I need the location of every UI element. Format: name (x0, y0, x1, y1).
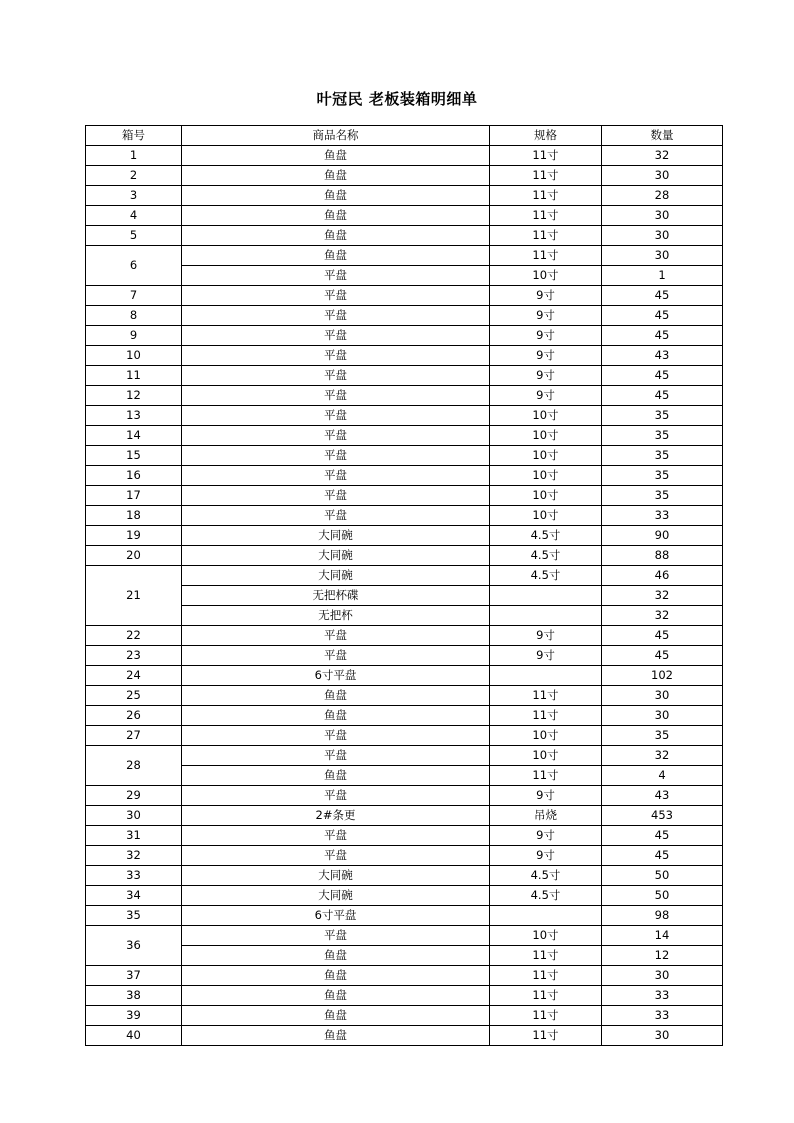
product-name-cell: 平盘 (182, 926, 490, 946)
quantity-cell: 14 (602, 926, 723, 946)
table-row (86, 206, 723, 226)
packing-list-table (85, 125, 723, 1046)
spec-cell: 4.5寸 (490, 566, 602, 586)
table-row (86, 366, 723, 386)
table-row (86, 746, 723, 766)
box-number-cell: 18 (86, 506, 182, 526)
spec-cell: 4.5寸 (490, 866, 602, 886)
table-row (86, 986, 723, 1006)
table-row (86, 466, 723, 486)
quantity-cell: 28 (602, 186, 723, 206)
product-name-cell: 鱼盘 (182, 186, 490, 206)
spec-cell (490, 906, 602, 926)
spec-cell: 10寸 (490, 466, 602, 486)
product-name-cell: 6寸平盘 (182, 666, 490, 686)
spec-cell: 11寸 (490, 186, 602, 206)
quantity-cell: 30 (602, 1026, 723, 1046)
table-row (86, 726, 723, 746)
product-name-cell: 鱼盘 (182, 1006, 490, 1026)
product-name-cell: 平盘 (182, 346, 490, 366)
box-number-cell: 16 (86, 466, 182, 486)
box-number-cell: 29 (86, 786, 182, 806)
table-body (86, 146, 723, 1046)
quantity-cell: 4 (602, 766, 723, 786)
box-number-cell: 34 (86, 886, 182, 906)
quantity-cell: 35 (602, 726, 723, 746)
product-name-cell: 2#条更 (182, 806, 490, 826)
box-number-cell: 5 (86, 226, 182, 246)
product-name-cell: 平盘 (182, 266, 490, 286)
product-name-cell: 鱼盘 (182, 986, 490, 1006)
table-row (86, 666, 723, 686)
quantity-cell: 43 (602, 786, 723, 806)
header-spec: 规格 (490, 126, 602, 146)
product-name-cell: 平盘 (182, 846, 490, 866)
spec-cell: 11寸 (490, 1026, 602, 1046)
table-row (86, 506, 723, 526)
product-name-cell: 鱼盘 (182, 226, 490, 246)
spec-cell: 9寸 (490, 366, 602, 386)
box-number-cell: 9 (86, 326, 182, 346)
box-number-cell: 24 (86, 666, 182, 686)
header-quantity: 数量 (602, 126, 723, 146)
table-row (86, 946, 723, 966)
table-row (86, 846, 723, 866)
product-name-cell: 平盘 (182, 486, 490, 506)
spec-cell: 11寸 (490, 766, 602, 786)
quantity-cell: 90 (602, 526, 723, 546)
table-row (86, 526, 723, 546)
quantity-cell: 98 (602, 906, 723, 926)
spec-cell (490, 606, 602, 626)
quantity-cell: 45 (602, 286, 723, 306)
product-name-cell: 平盘 (182, 726, 490, 746)
table-row (86, 326, 723, 346)
table-row (86, 706, 723, 726)
table-row (86, 146, 723, 166)
quantity-cell: 35 (602, 406, 723, 426)
product-name-cell: 平盘 (182, 426, 490, 446)
product-name-cell: 平盘 (182, 326, 490, 346)
quantity-cell: 30 (602, 706, 723, 726)
quantity-cell: 50 (602, 866, 723, 886)
table-row (86, 286, 723, 306)
product-name-cell: 大同碗 (182, 886, 490, 906)
table-row (86, 686, 723, 706)
box-number-cell: 15 (86, 446, 182, 466)
quantity-cell: 30 (602, 246, 723, 266)
page-title: 叶冠民 老板装箱明细单 (316, 90, 478, 108)
quantity-cell: 45 (602, 306, 723, 326)
spec-cell: 11寸 (490, 986, 602, 1006)
box-number-cell: 37 (86, 966, 182, 986)
spec-cell: 11寸 (490, 206, 602, 226)
table-row (86, 426, 723, 446)
table-row (86, 566, 723, 586)
quantity-cell: 30 (602, 206, 723, 226)
spec-cell (490, 586, 602, 606)
product-name-cell: 无把杯碟 (182, 586, 490, 606)
table-row (86, 306, 723, 326)
spec-cell: 11寸 (490, 226, 602, 246)
box-number-cell: 23 (86, 646, 182, 666)
spec-cell: 10寸 (490, 726, 602, 746)
spec-cell: 4.5寸 (490, 886, 602, 906)
box-number-cell: 17 (86, 486, 182, 506)
product-name-cell: 平盘 (182, 286, 490, 306)
spec-cell: 9寸 (490, 846, 602, 866)
product-name-cell: 平盘 (182, 626, 490, 646)
spec-cell: 11寸 (490, 1006, 602, 1026)
table-row (86, 966, 723, 986)
quantity-cell: 32 (602, 746, 723, 766)
product-name-cell: 鱼盘 (182, 686, 490, 706)
box-number-cell: 13 (86, 406, 182, 426)
quantity-cell: 33 (602, 1006, 723, 1026)
spec-cell: 10寸 (490, 446, 602, 466)
product-name-cell: 平盘 (182, 386, 490, 406)
product-name-cell: 平盘 (182, 786, 490, 806)
product-name-cell: 平盘 (182, 306, 490, 326)
box-number-cell: 28 (86, 746, 182, 786)
spec-cell: 9寸 (490, 626, 602, 646)
spec-cell: 9寸 (490, 646, 602, 666)
box-number-cell: 6 (86, 246, 182, 286)
quantity-cell: 32 (602, 146, 723, 166)
quantity-cell: 32 (602, 586, 723, 606)
spec-cell: 9寸 (490, 386, 602, 406)
spec-cell: 4.5寸 (490, 526, 602, 546)
box-number-cell: 31 (86, 826, 182, 846)
spec-cell: 10寸 (490, 926, 602, 946)
spec-cell: 9寸 (490, 286, 602, 306)
box-number-cell: 30 (86, 806, 182, 826)
box-number-cell: 32 (86, 846, 182, 866)
box-number-cell: 1 (86, 146, 182, 166)
product-name-cell: 平盘 (182, 446, 490, 466)
box-number-cell: 20 (86, 546, 182, 566)
table-row (86, 406, 723, 426)
box-number-cell: 11 (86, 366, 182, 386)
product-name-cell: 鱼盘 (182, 206, 490, 226)
quantity-cell: 30 (602, 226, 723, 246)
quantity-cell: 33 (602, 506, 723, 526)
table-row (86, 186, 723, 206)
box-number-cell: 10 (86, 346, 182, 366)
table-row (86, 646, 723, 666)
table-row (86, 866, 723, 886)
spec-cell: 吊烧 (490, 806, 602, 826)
quantity-cell: 30 (602, 686, 723, 706)
product-name-cell: 大同碗 (182, 526, 490, 546)
box-number-cell: 4 (86, 206, 182, 226)
table-row (86, 626, 723, 646)
spec-cell: 4.5寸 (490, 546, 602, 566)
box-number-cell: 7 (86, 286, 182, 306)
box-number-cell: 3 (86, 186, 182, 206)
product-name-cell: 平盘 (182, 646, 490, 666)
quantity-cell: 35 (602, 466, 723, 486)
table-row (86, 346, 723, 366)
box-number-cell: 33 (86, 866, 182, 886)
table-row (86, 906, 723, 926)
spec-cell: 11寸 (490, 166, 602, 186)
spec-cell: 11寸 (490, 966, 602, 986)
table-row (86, 826, 723, 846)
spec-cell: 10寸 (490, 486, 602, 506)
quantity-cell: 35 (602, 446, 723, 466)
product-name-cell: 大同碗 (182, 866, 490, 886)
product-name-cell: 鱼盘 (182, 246, 490, 266)
quantity-cell: 45 (602, 386, 723, 406)
spec-cell: 11寸 (490, 146, 602, 166)
product-name-cell: 鱼盘 (182, 166, 490, 186)
spec-cell (490, 666, 602, 686)
table-row (86, 546, 723, 566)
quantity-cell: 453 (602, 806, 723, 826)
quantity-cell: 30 (602, 966, 723, 986)
spec-cell: 10寸 (490, 266, 602, 286)
product-name-cell: 大同碗 (182, 546, 490, 566)
product-name-cell: 鱼盘 (182, 966, 490, 986)
header-product-name: 商品名称 (182, 126, 490, 146)
table-row (86, 926, 723, 946)
box-number-cell: 19 (86, 526, 182, 546)
product-name-cell: 6寸平盘 (182, 906, 490, 926)
quantity-cell: 50 (602, 886, 723, 906)
quantity-cell: 43 (602, 346, 723, 366)
spec-cell: 10寸 (490, 426, 602, 446)
box-number-cell: 8 (86, 306, 182, 326)
quantity-cell: 45 (602, 326, 723, 346)
quantity-cell: 1 (602, 266, 723, 286)
spec-cell: 11寸 (490, 246, 602, 266)
box-number-cell: 36 (86, 926, 182, 966)
table-row (86, 606, 723, 626)
spec-cell: 9寸 (490, 306, 602, 326)
product-name-cell: 鱼盘 (182, 706, 490, 726)
box-number-cell: 39 (86, 1006, 182, 1026)
table-row (86, 886, 723, 906)
product-name-cell: 平盘 (182, 406, 490, 426)
box-number-cell: 35 (86, 906, 182, 926)
spec-cell: 10寸 (490, 746, 602, 766)
quantity-cell: 45 (602, 846, 723, 866)
spec-cell: 9寸 (490, 346, 602, 366)
spec-cell: 10寸 (490, 406, 602, 426)
product-name-cell: 平盘 (182, 506, 490, 526)
quantity-cell: 33 (602, 986, 723, 1006)
box-number-cell: 25 (86, 686, 182, 706)
spec-cell: 11寸 (490, 686, 602, 706)
box-number-cell: 2 (86, 166, 182, 186)
table-row (86, 166, 723, 186)
table-row (86, 766, 723, 786)
table-row (86, 1026, 723, 1046)
quantity-cell: 45 (602, 626, 723, 646)
quantity-cell: 45 (602, 646, 723, 666)
box-number-cell: 21 (86, 566, 182, 626)
table-row (86, 1006, 723, 1026)
header-box-number: 箱号 (86, 126, 182, 146)
product-name-cell: 鱼盘 (182, 946, 490, 966)
box-number-cell: 22 (86, 626, 182, 646)
table-row (86, 586, 723, 606)
product-name-cell: 鱼盘 (182, 1026, 490, 1046)
table-row (86, 226, 723, 246)
spec-cell: 9寸 (490, 326, 602, 346)
product-name-cell: 平盘 (182, 466, 490, 486)
quantity-cell: 30 (602, 166, 723, 186)
quantity-cell: 46 (602, 566, 723, 586)
table-row (86, 806, 723, 826)
table-row (86, 246, 723, 266)
product-name-cell: 平盘 (182, 826, 490, 846)
table-row (86, 446, 723, 466)
spec-cell: 9寸 (490, 826, 602, 846)
box-number-cell: 12 (86, 386, 182, 406)
spec-cell: 10寸 (490, 506, 602, 526)
box-number-cell: 26 (86, 706, 182, 726)
product-name-cell: 平盘 (182, 366, 490, 386)
table-row (86, 486, 723, 506)
product-name-cell: 鱼盘 (182, 766, 490, 786)
box-number-cell: 27 (86, 726, 182, 746)
spec-cell: 11寸 (490, 946, 602, 966)
product-name-cell: 无把杯 (182, 606, 490, 626)
quantity-cell: 88 (602, 546, 723, 566)
product-name-cell: 平盘 (182, 746, 490, 766)
quantity-cell: 45 (602, 366, 723, 386)
quantity-cell: 35 (602, 426, 723, 446)
table-row (86, 786, 723, 806)
box-number-cell: 40 (86, 1026, 182, 1046)
quantity-cell: 45 (602, 826, 723, 846)
quantity-cell: 12 (602, 946, 723, 966)
quantity-cell: 32 (602, 606, 723, 626)
header-row (86, 126, 723, 146)
quantity-cell: 102 (602, 666, 723, 686)
spec-cell: 11寸 (490, 706, 602, 726)
quantity-cell: 35 (602, 486, 723, 506)
box-number-cell: 14 (86, 426, 182, 446)
spec-cell: 9寸 (490, 786, 602, 806)
product-name-cell: 鱼盘 (182, 146, 490, 166)
product-name-cell: 大同碗 (182, 566, 490, 586)
table-row (86, 266, 723, 286)
box-number-cell: 38 (86, 986, 182, 1006)
table-row (86, 386, 723, 406)
